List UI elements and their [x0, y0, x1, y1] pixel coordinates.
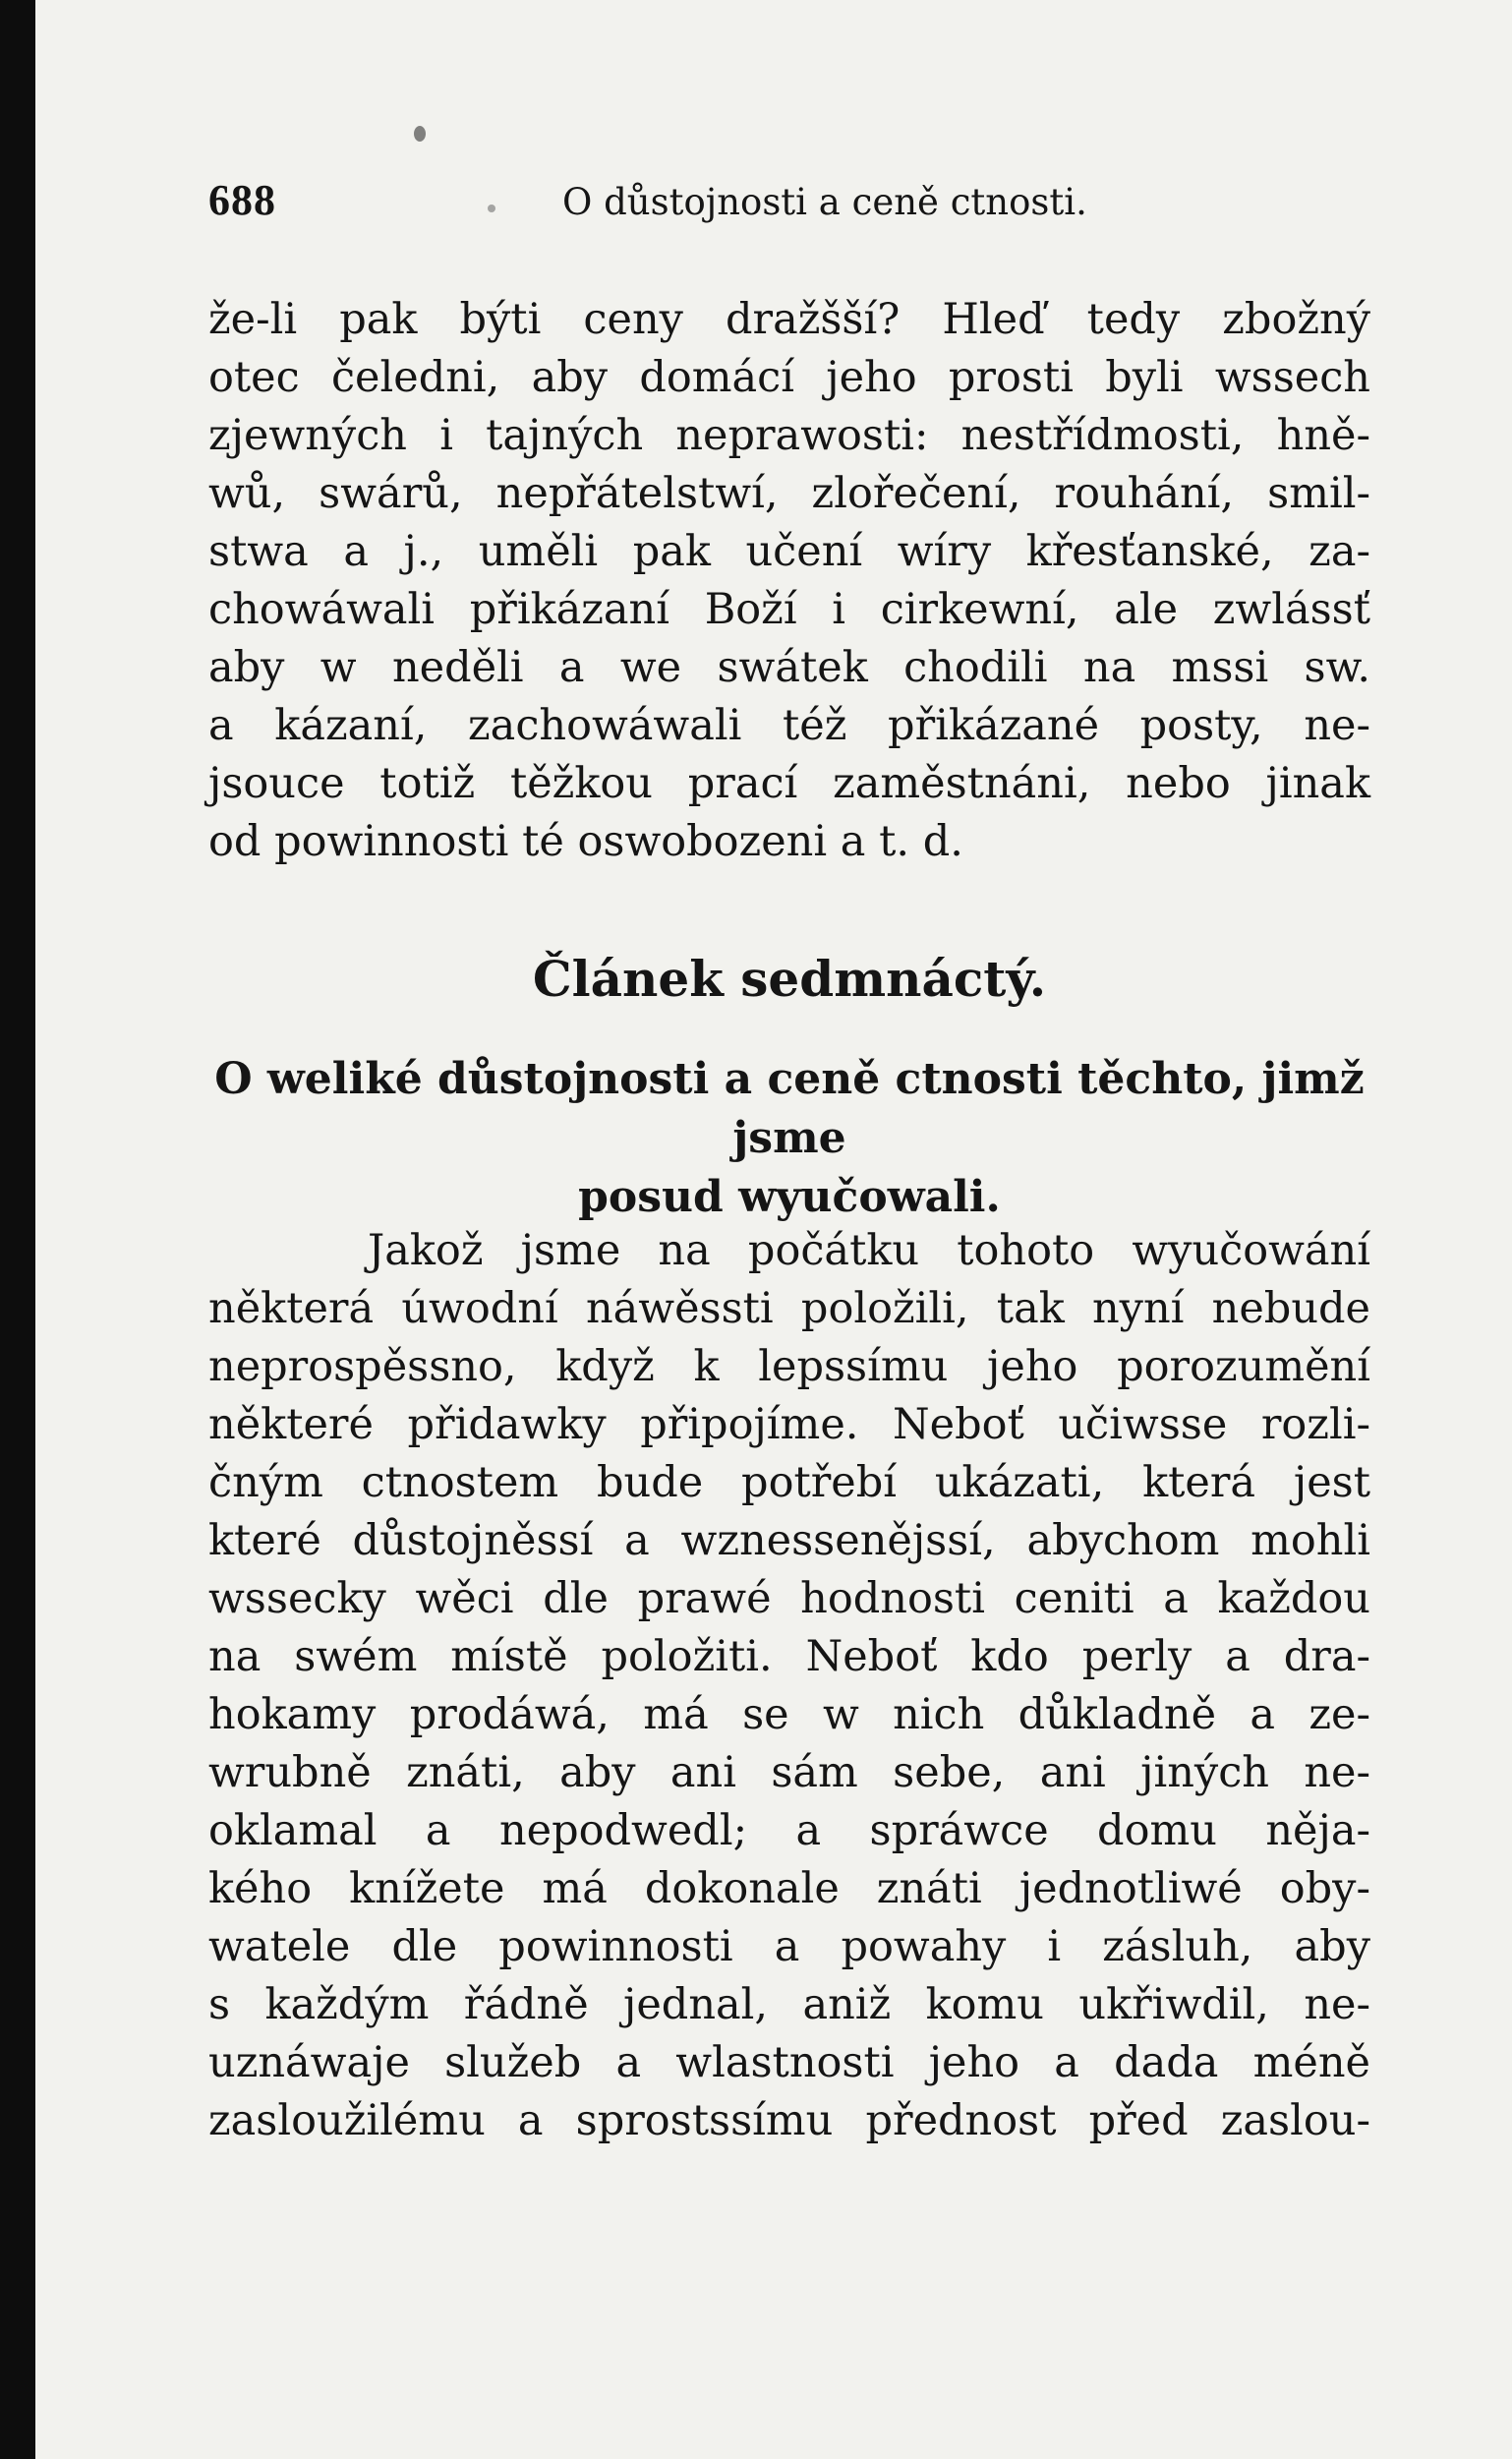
text-line: některé přidawky připojíme. Neboť učiwsse rozli- — [208, 1400, 1370, 1449]
text-line: wů, swárů, nepřátelstwí, zlořečení, rouhání, smil- — [208, 469, 1370, 518]
text-line: oklamal a nepodwedl; a spráwce domu něja- — [208, 1806, 1370, 1855]
text-line: od powinnosti té oswobozeni a t. d. — [208, 817, 963, 866]
text-line: na swém místě položiti. Neboť kdo perly a dra- — [208, 1632, 1370, 1681]
text-line: chowáwali přikázaní Boží i cirkewní, ale zwlássť — [208, 585, 1370, 634]
text-line: některá úwodní náwěssti položili, tak nyní nebude — [208, 1284, 1370, 1333]
text-line: wssecky wěci dle prawé hodnosti ceniti a každou — [208, 1574, 1370, 1623]
chapter-subtitle — [208, 1050, 1370, 1227]
scan-border — [0, 0, 35, 2459]
text-line: wrubně znáti, aby ani sám sebe, ani jiných ne- — [208, 1748, 1370, 1797]
running-head: O důstojnosti a ceně ctnosti. — [562, 181, 1087, 223]
text-line: uznáwaje služeb a wlastnosti jeho a dada méně — [208, 2038, 1370, 2087]
text-line: Jakož jsme na počátku tohoto wyučowání — [368, 1226, 1370, 1275]
paragraph-1 — [208, 291, 1370, 871]
text-line: že-li pak býti ceny dražšší? Hleď tedy zbožný — [208, 295, 1370, 344]
text-line: neprospěssno, když k lepssímu jeho porozumění — [208, 1342, 1370, 1391]
chapter-subtitle-line: posud wyučowali. — [578, 1172, 1001, 1222]
text-line: čným ctnostem bude potřebí ukázati, která jest — [208, 1458, 1370, 1507]
text-line: stwa a j., uměli pak učení wíry křesťanské, za- — [208, 527, 1370, 576]
text-line: s každým řádně jednal, aniž komu ukřiwdil, ne- — [208, 1980, 1370, 2029]
chapter-title: Článek sedmnáctý. — [532, 950, 1047, 1008]
text-line: a kázaní, zachowáwali též přikázané posty, ne- — [208, 701, 1370, 750]
ink-spot — [414, 126, 426, 142]
text-line: jsouce totiž těžkou prací zaměstnáni, nebo jinak — [208, 759, 1370, 808]
paragraph-2 — [208, 1222, 1370, 2150]
text-line: watele dle powinnosti a powahy i zásluh, aby — [208, 1922, 1370, 1971]
page-header — [208, 175, 1388, 234]
text-line: kého knížete má dokonale znáti jednotliwé oby- — [208, 1864, 1370, 1913]
book-page — [35, 0, 1512, 2459]
text-line: hokamy prodáwá, má se w nich důkladně a ze- — [208, 1690, 1370, 1739]
chapter-subtitle-line: O weliké důstojnosti a ceně ctnosti těchto, jimž jsme — [214, 1054, 1365, 1163]
text-line: aby w neděli a we swátek chodili na mssi sw. — [208, 643, 1370, 692]
page-number: 688 — [208, 176, 276, 224]
text-line: zasloužilému a sprostssímu přednost před zaslou- — [208, 2096, 1370, 2145]
text-line: které důstojněssí a wznessenějssí, abychom mohli — [208, 1516, 1370, 1565]
text-line: otec čeledni, aby domácí jeho prosti byli wssech — [208, 353, 1370, 402]
text-line: zjewných i tajných neprawosti: nestřídmosti, hně- — [208, 411, 1370, 460]
